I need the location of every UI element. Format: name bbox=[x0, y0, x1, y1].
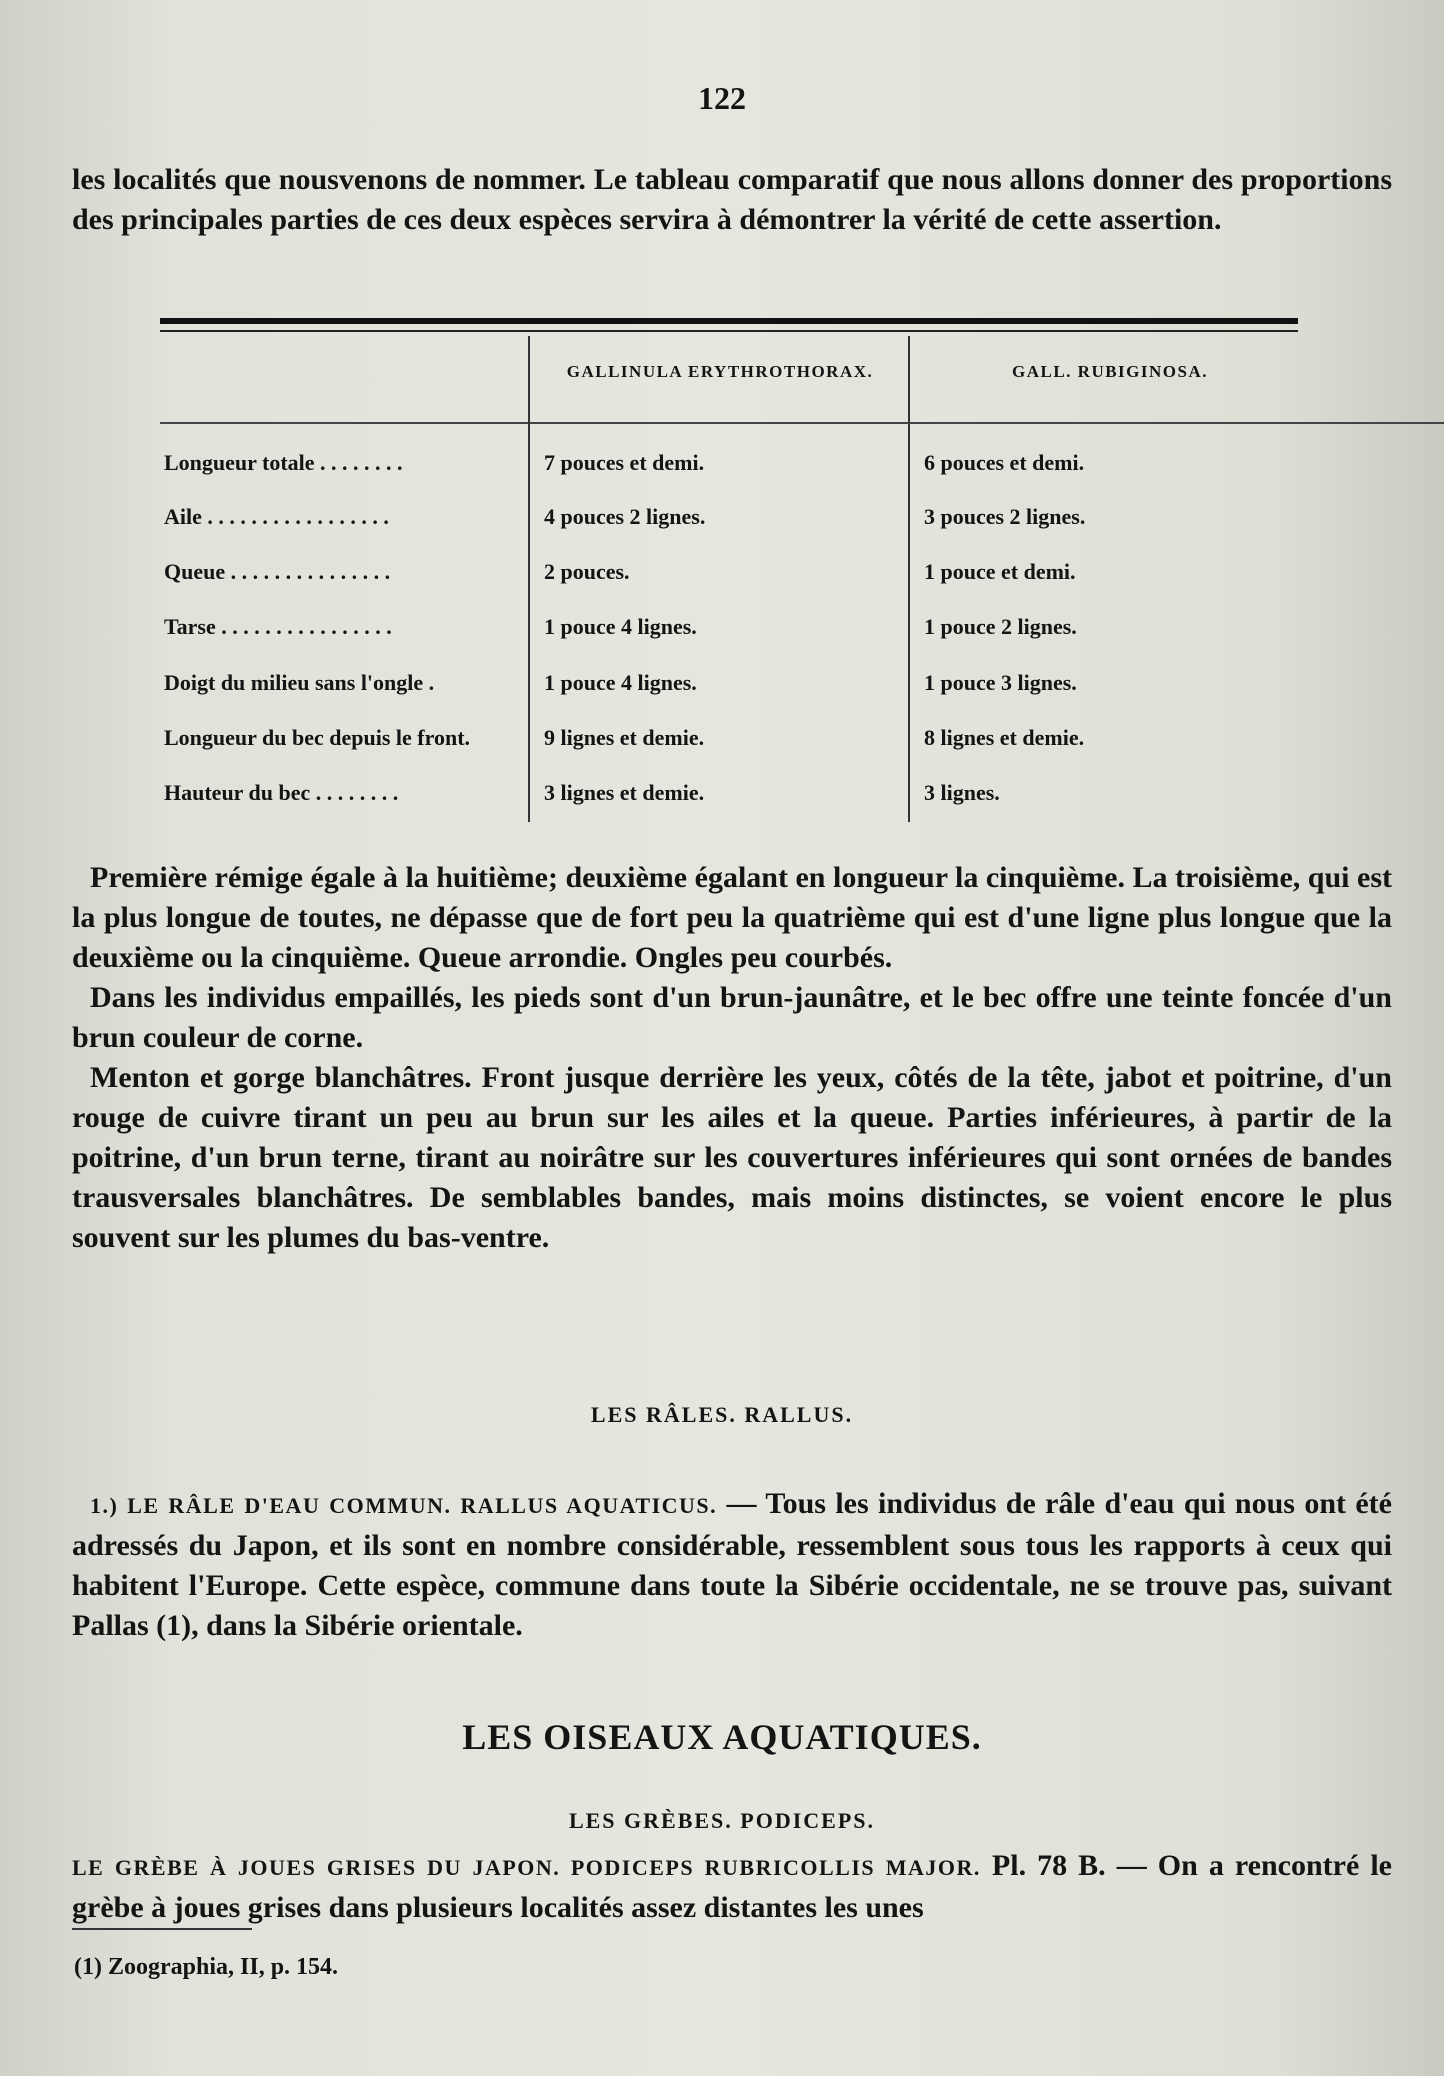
table-row bbox=[160, 450, 1298, 490]
description-paragraph: Menton et gorge blanchâtres. Front jusque derrière les yeux, côtés de la tête, jabot et poitrine, d'un rouge de cuivre tirant un peu au brun sur les ailes et la queue. Parties inférieures, à partir de la poitrine, d'un brun terne, tirant au noirâtre sur les couvertures inférieures qui sont ornées de bandes trausversales blanchâtres. De semblables bandes, mais moins distinctes, se voient encore le plus souvent sur les plumes du bas-ventre. bbox=[72, 1061, 1392, 1254]
row-value-erythrothorax: 2 pouces. bbox=[544, 559, 630, 584]
rale-text: — Tous les individus de râle d'eau qui nous ont été adressés du Japon, et ils sont en nombre considérable, ressemblent sous tous les rapports à ceux qui habitent l'Europe. Cette espèce, commune dans toute la Sibérie occidentale, ne se trouve pas, suivant Pallas (1), dans la Sibérie orientale. bbox=[72, 1487, 1392, 1642]
header-rule bbox=[530, 422, 1444, 424]
description-paragraph: Première rémige égale à la huitième; deuxième égalant en longueur la cinquième. La troisième, qui est la plus longue de toutes, ne dépasse que de fort peu la quatrième qui est d'une ligne plus longue que la deuxième ou la cinquième. Queue arrondie. Ongles peu courbés. bbox=[72, 861, 1392, 974]
row-label: Longueur du bec depuis le front. bbox=[164, 725, 471, 750]
row-value-rubiginosa: 3 lignes. bbox=[924, 780, 1000, 805]
row-value-rubiginosa: 8 lignes et demie. bbox=[924, 725, 1085, 750]
footnote-rule bbox=[72, 1928, 252, 1930]
section-heading-grebes: LES GRÈBES. PODICEPS. bbox=[568, 1808, 876, 1833]
footnote: (1) Zoographia, II, p. 154. bbox=[74, 1954, 339, 1980]
row-value-rubiginosa: 3 pouces 2 lignes. bbox=[924, 504, 1086, 529]
grebe-heading: LE GRÈBE À JOUES GRISES DU JAPON. PODICEPS RUBRICOLLIS MAJOR. bbox=[72, 1855, 981, 1880]
rale-heading: 1.) LE RÂLE D'EAU COMMUN. RALLUS AQUATICUS. bbox=[90, 1493, 718, 1518]
row-value-erythrothorax: 1 pouce 4 lignes. bbox=[544, 670, 697, 695]
table-header-rubiginosa: GALL. RUBIGINOSA. bbox=[1011, 362, 1208, 381]
row-label: Longueur totale . . . . . . . . bbox=[164, 450, 403, 475]
section-heading-aquatiques: LES OISEAUX AQUATIQUES. bbox=[462, 1717, 982, 1757]
table-row bbox=[160, 614, 1298, 654]
row-value-rubiginosa: 6 pouces et demi. bbox=[924, 450, 1085, 475]
row-label: Tarse . . . . . . . . . . . . . . . . bbox=[164, 614, 392, 639]
row-value-rubiginosa: 1 pouce 3 lignes. bbox=[924, 670, 1077, 695]
row-label: Hauteur du bec . . . . . . . . bbox=[164, 780, 399, 805]
table-row bbox=[160, 504, 1298, 544]
row-label: Queue . . . . . . . . . . . . . . . bbox=[164, 559, 391, 584]
row-value-erythrothorax: 1 pouce 4 lignes. bbox=[544, 614, 697, 639]
grebe-paragraph bbox=[72, 1846, 1392, 1928]
header-rule bbox=[160, 422, 528, 424]
intro-text: les localités que nousvenons de nommer. Le tableau comparatif que nous allons donner des proportions des principales parties de ces deux espèces servira à démontrer la vérité de cette assertion. bbox=[72, 163, 1392, 236]
comparison-table bbox=[160, 336, 1298, 832]
table-row bbox=[160, 559, 1298, 599]
row-value-erythrothorax: 9 lignes et demie. bbox=[544, 725, 705, 750]
rale-paragraph bbox=[72, 1484, 1392, 1646]
grebe-text: Pl. 78 B. — On a rencontré le grèbe à joues grises dans plusieurs localités assez distantes les unes bbox=[72, 1849, 1392, 1924]
row-label: Aile . . . . . . . . . . . . . . . . . bbox=[164, 504, 389, 529]
table-row bbox=[160, 670, 1298, 710]
page-number: 122 bbox=[698, 80, 746, 116]
row-value-erythrothorax: 7 pouces et demi. bbox=[544, 450, 705, 475]
intro-paragraph bbox=[72, 160, 1392, 240]
row-label: Doigt du milieu sans l'ongle . bbox=[164, 670, 435, 695]
table-row bbox=[160, 725, 1298, 765]
section-heading-rales: LES RÂLES. RALLUS. bbox=[590, 1402, 854, 1427]
row-value-erythrothorax: 4 pouces 2 lignes. bbox=[544, 504, 706, 529]
row-value-rubiginosa: 1 pouce 2 lignes. bbox=[924, 614, 1077, 639]
table-row bbox=[160, 780, 1298, 820]
description-section bbox=[72, 858, 1392, 1258]
table-top-rule bbox=[160, 318, 1298, 324]
table-top-rule-thin bbox=[160, 330, 1298, 332]
description-paragraph: Dans les individus empaillés, les pieds sont d'un brun-jaunâtre, et le bec offre une teinte foncée d'un brun couleur de corne. bbox=[72, 981, 1392, 1054]
row-value-rubiginosa: 1 pouce et demi. bbox=[924, 559, 1076, 584]
row-value-erythrothorax: 3 lignes et demie. bbox=[544, 780, 705, 805]
table-header-erythrothorax: GALLINULA ERYTHROTHORAX. bbox=[566, 362, 874, 381]
